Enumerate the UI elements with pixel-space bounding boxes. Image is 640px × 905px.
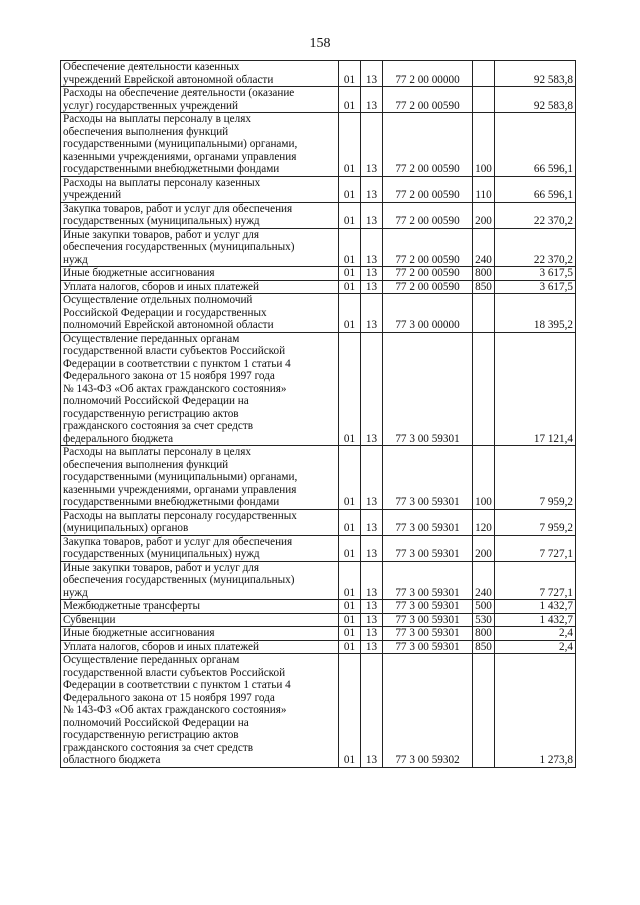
table-row <box>61 561 576 600</box>
amount-cell: 7 727,1 <box>495 535 576 561</box>
expense-name-cell: Расходы на выплаты персоналу казенных учреждений <box>61 176 339 202</box>
target-article-code-cell: 77 2 00 00590 <box>383 87 473 113</box>
amount-cell: 1 273,8 <box>495 654 576 768</box>
table-row <box>61 627 576 641</box>
subsection-code-cell: 13 <box>361 654 383 768</box>
target-article-code-cell: 77 3 00 59301 <box>383 627 473 641</box>
section-code-cell: 01 <box>339 600 361 614</box>
target-article-code-cell: 77 3 00 59302 <box>383 654 473 768</box>
expense-name-cell: Расходы на обеспечение деятельности (оказание услуг) государственных учреждений <box>61 87 339 113</box>
subsection-code-cell: 13 <box>361 535 383 561</box>
expense-name-cell: Осуществление переданных органам государственной власти субъектов Российской Федерации в соответствии с пунктом 1 статьи 4 Федерального закона от 15 ноября 1997 года № 143-ФЗ «Об актах гражданского состояния» полномочий Российской Федерации на государственную регистрацию актов гражданского состояния за счет средств федерального бюджета <box>61 332 339 446</box>
target-article-code-cell: 77 2 00 00000 <box>383 61 473 87</box>
expense-type-code-cell: 200 <box>473 535 495 561</box>
budget-table-body <box>61 61 576 768</box>
target-article-code-cell: 77 3 00 59301 <box>383 446 473 510</box>
amount-cell: 2,4 <box>495 640 576 654</box>
section-code-cell: 01 <box>339 202 361 228</box>
subsection-code-cell: 13 <box>361 627 383 641</box>
expense-type-code-cell: 530 <box>473 613 495 627</box>
table-row <box>61 267 576 281</box>
expense-type-code-cell: 110 <box>473 176 495 202</box>
subsection-code-cell: 13 <box>361 202 383 228</box>
subsection-code-cell: 13 <box>361 228 383 267</box>
section-code-cell: 01 <box>339 446 361 510</box>
amount-cell: 7 727,1 <box>495 561 576 600</box>
section-code-cell: 01 <box>339 87 361 113</box>
expense-name-cell: Расходы на выплаты персоналу в целях обеспечения выполнения функций государственными (муниципальными) органами, казенными учреждениями, органами управления государственными внебюджетными фондами <box>61 113 339 177</box>
expense-name-cell: Закупка товаров, работ и услуг для обеспечения государственных (муниципальных) нужд <box>61 202 339 228</box>
expense-type-code-cell: 800 <box>473 627 495 641</box>
table-row <box>61 87 576 113</box>
expense-name-cell: Осуществление переданных органам государственной власти субъектов Российской Федерации в соответствии с пунктом 1 статьи 4 Федерального закона от 15 ноября 1997 года № 143-ФЗ «Об актах гражданского состояния» полномочий Российской Федерации на государственную регистрацию актов гражданского состояния за счет средств областного бюджета <box>61 654 339 768</box>
page-number: 158 <box>309 36 331 51</box>
expense-type-code-cell <box>473 87 495 113</box>
expense-type-code-cell: 240 <box>473 228 495 267</box>
section-code-cell: 01 <box>339 561 361 600</box>
expense-type-code-cell <box>473 61 495 87</box>
target-article-code-cell: 77 3 00 59301 <box>383 509 473 535</box>
expense-name-cell: Межбюджетные трансферты <box>61 600 339 614</box>
subsection-code-cell: 13 <box>361 509 383 535</box>
expense-name-cell: Иные бюджетные ассигнования <box>61 267 339 281</box>
expense-type-code-cell: 850 <box>473 280 495 294</box>
amount-cell: 1 432,7 <box>495 600 576 614</box>
expense-type-code-cell: 240 <box>473 561 495 600</box>
target-article-code-cell: 77 3 00 59301 <box>383 600 473 614</box>
amount-cell: 92 583,8 <box>495 61 576 87</box>
target-article-code-cell: 77 3 00 59301 <box>383 332 473 446</box>
section-code-cell: 01 <box>339 176 361 202</box>
subsection-code-cell: 13 <box>361 294 383 333</box>
expense-name-cell: Уплата налогов, сборов и иных платежей <box>61 640 339 654</box>
section-code-cell: 01 <box>339 267 361 281</box>
expense-type-code-cell: 500 <box>473 600 495 614</box>
section-code-cell: 01 <box>339 113 361 177</box>
table-row <box>61 113 576 177</box>
target-article-code-cell: 77 3 00 59301 <box>383 613 473 627</box>
expense-name-cell: Уплата налогов, сборов и иных платежей <box>61 280 339 294</box>
table-row <box>61 61 576 87</box>
target-article-code-cell: 77 3 00 00000 <box>383 294 473 333</box>
budget-table <box>60 60 576 768</box>
amount-cell: 3 617,5 <box>495 267 576 281</box>
table-row <box>61 509 576 535</box>
amount-cell: 7 959,2 <box>495 509 576 535</box>
subsection-code-cell: 13 <box>361 332 383 446</box>
table-row <box>61 640 576 654</box>
amount-cell: 3 617,5 <box>495 280 576 294</box>
amount-cell: 18 395,2 <box>495 294 576 333</box>
table-row <box>61 654 576 768</box>
expense-name-cell: Закупка товаров, работ и услуг для обеспечения государственных (муниципальных) нужд <box>61 535 339 561</box>
section-code-cell: 01 <box>339 280 361 294</box>
section-code-cell: 01 <box>339 332 361 446</box>
table-row <box>61 535 576 561</box>
expense-name-cell: Иные бюджетные ассигнования <box>61 627 339 641</box>
subsection-code-cell: 13 <box>361 640 383 654</box>
section-code-cell: 01 <box>339 627 361 641</box>
target-article-code-cell: 77 3 00 59301 <box>383 561 473 600</box>
expense-name-cell: Расходы на выплаты персоналу государственных (муниципальных) органов <box>61 509 339 535</box>
table-row <box>61 613 576 627</box>
expense-name-cell: Субвенции <box>61 613 339 627</box>
amount-cell: 17 121,4 <box>495 332 576 446</box>
amount-cell: 66 596,1 <box>495 176 576 202</box>
target-article-code-cell: 77 2 00 00590 <box>383 228 473 267</box>
expense-type-code-cell <box>473 654 495 768</box>
subsection-code-cell: 13 <box>361 613 383 627</box>
amount-cell: 1 432,7 <box>495 613 576 627</box>
expense-type-code-cell <box>473 294 495 333</box>
expense-name-cell: Осуществление отдельных полномочий Российской Федерации и государственных полномочий Еврейской автономной области <box>61 294 339 333</box>
expense-type-code-cell: 100 <box>473 113 495 177</box>
amount-cell: 2,4 <box>495 627 576 641</box>
expense-type-code-cell <box>473 332 495 446</box>
target-article-code-cell: 77 3 00 59301 <box>383 640 473 654</box>
amount-cell: 7 959,2 <box>495 446 576 510</box>
expense-name-cell: Иные закупки товаров, работ и услуг для обеспечения государственных (муниципальных) нужд <box>61 561 339 600</box>
amount-cell: 22 370,2 <box>495 228 576 267</box>
target-article-code-cell: 77 2 00 00590 <box>383 202 473 228</box>
section-code-cell: 01 <box>339 509 361 535</box>
subsection-code-cell: 13 <box>361 561 383 600</box>
subsection-code-cell: 13 <box>361 267 383 281</box>
target-article-code-cell: 77 2 00 00590 <box>383 267 473 281</box>
expense-name-cell: Иные закупки товаров, работ и услуг для обеспечения государственных (муниципальных) нужд <box>61 228 339 267</box>
amount-cell: 66 596,1 <box>495 113 576 177</box>
expense-type-code-cell: 850 <box>473 640 495 654</box>
table-row <box>61 332 576 446</box>
subsection-code-cell: 13 <box>361 87 383 113</box>
section-code-cell: 01 <box>339 640 361 654</box>
subsection-code-cell: 13 <box>361 176 383 202</box>
table-row <box>61 446 576 510</box>
table-row <box>61 202 576 228</box>
subsection-code-cell: 13 <box>361 600 383 614</box>
section-code-cell: 01 <box>339 294 361 333</box>
table-row <box>61 294 576 333</box>
section-code-cell: 01 <box>339 535 361 561</box>
amount-cell: 22 370,2 <box>495 202 576 228</box>
subsection-code-cell: 13 <box>361 446 383 510</box>
section-code-cell: 01 <box>339 61 361 87</box>
target-article-code-cell: 77 2 00 00590 <box>383 280 473 294</box>
expense-type-code-cell: 120 <box>473 509 495 535</box>
expense-name-cell: Обеспечение деятельности казенных учреждений Еврейской автономной области <box>61 61 339 87</box>
target-article-code-cell: 77 3 00 59301 <box>383 535 473 561</box>
expense-type-code-cell: 200 <box>473 202 495 228</box>
target-article-code-cell: 77 2 00 00590 <box>383 176 473 202</box>
table-row <box>61 228 576 267</box>
section-code-cell: 01 <box>339 228 361 267</box>
expense-type-code-cell: 100 <box>473 446 495 510</box>
target-article-code-cell: 77 2 00 00590 <box>383 113 473 177</box>
subsection-code-cell: 13 <box>361 61 383 87</box>
table-row <box>61 600 576 614</box>
expense-type-code-cell: 800 <box>473 267 495 281</box>
subsection-code-cell: 13 <box>361 113 383 177</box>
expense-name-cell: Расходы на выплаты персоналу в целях обеспечения выполнения функций государственными (муниципальными) органами, казенными учреждениями, органами управления государственными внебюджетными фондами <box>61 446 339 510</box>
amount-cell: 92 583,8 <box>495 87 576 113</box>
section-code-cell: 01 <box>339 654 361 768</box>
subsection-code-cell: 13 <box>361 280 383 294</box>
table-row <box>61 176 576 202</box>
section-code-cell: 01 <box>339 613 361 627</box>
table-row <box>61 280 576 294</box>
